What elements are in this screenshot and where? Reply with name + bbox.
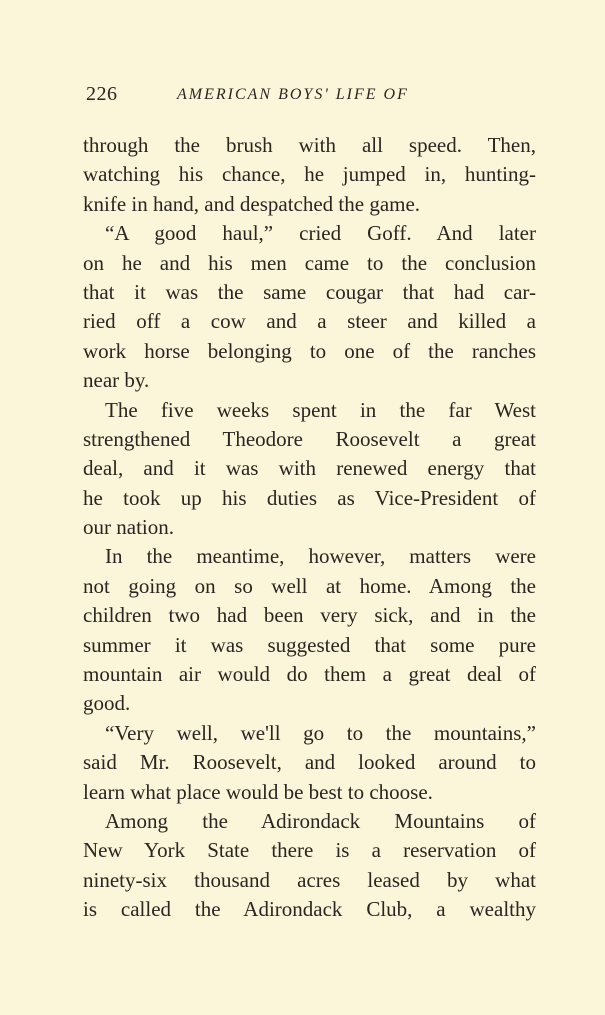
body-text — [83, 131, 536, 925]
text-line: he took up his duties as Vice-President of — [83, 485, 536, 510]
text-line: strengthened Theodore Roosevelt a great — [83, 426, 536, 451]
paragraph — [83, 219, 536, 395]
running-title: AMERICAN BOYS' LIFE OF — [177, 86, 409, 103]
text-line: on he and his men came to the conclusion — [83, 250, 536, 275]
paragraph — [83, 807, 536, 925]
text-line: summer it was suggested that some pure — [83, 632, 536, 657]
text-line: not going on so well at home. Among the — [83, 573, 536, 598]
text-line: “A good haul,” cried Goff. And later — [105, 221, 536, 246]
text-line: good. — [83, 691, 131, 716]
page-header — [86, 83, 536, 109]
page-number: 226 — [86, 83, 118, 105]
text-line: ried off a cow and a steer and killed a — [83, 309, 536, 334]
text-line: deal, and it was with renewed energy that — [83, 456, 536, 481]
text-line: through the brush with all speed. Then, — [83, 133, 536, 157]
text-line: knife in hand, and despatched the game. — [83, 191, 421, 216]
paragraph — [83, 542, 536, 718]
text-line: Among the Adirondack Mountains of — [105, 808, 536, 833]
text-line: New York State there is a reservation of — [83, 838, 536, 863]
text-line: ninety-six thousand acres leased by what — [83, 867, 536, 892]
paragraph — [83, 396, 536, 543]
paragraph — [83, 719, 536, 807]
text-line: said Mr. Roosevelt, and looked around to — [83, 750, 536, 775]
text-line: our nation. — [83, 515, 174, 540]
text-line: children two had been very sick, and in the — [83, 603, 536, 628]
text-line: “Very well, we'll go to the mountains,” — [105, 720, 536, 745]
text-line: is called the Adirondack Club, a wealthy — [83, 897, 536, 922]
paragraph — [83, 131, 536, 219]
text-line: mountain air would do them a great deal of — [83, 662, 536, 687]
text-line: work horse belonging to one of the ranches — [83, 338, 536, 363]
text-line: The five weeks spent in the far West — [105, 397, 536, 422]
text-line: learn what place would be best to choose. — [83, 779, 433, 804]
text-line: watching his chance, he jumped in, hunting- — [83, 162, 536, 187]
text-line: In the meantime, however, matters were — [105, 544, 536, 569]
text-line: that it was the same cougar that had car- — [83, 279, 536, 304]
text-line: near by. — [83, 368, 150, 393]
